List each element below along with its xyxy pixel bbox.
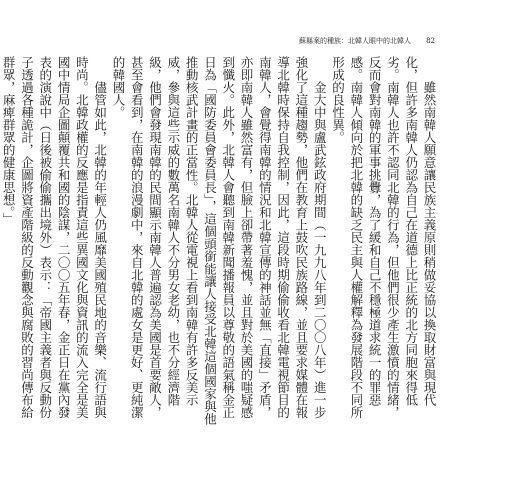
chapter-title: 蘇縣案的種族：北韓人眼中的北韓人: [299, 37, 411, 45]
body-text: [1, 56, 438, 426]
paragraph: 雖然南韓人願意讓民族主義原則稍做妥協以換取財富與現代化，但許多南韓人仍認為自己在道德上比正統的北方同胞來得低劣。南韓人也許不認同北韓的行為，但他們很少產生激憤的情緒，反而會對南韓的軍事挑釁，為了緩和自己不穩極道求統一的罪惡感。南韓人傾向於把北韓的缺乏民主與人權解釋為發展階段不同所形成的良性異。: [330, 56, 437, 419]
running-header: [255, 36, 435, 47]
page-number: 82: [426, 37, 435, 45]
paragraph: 金大中與盧武鉉政府期間（一九九八年到二〇〇八年）進一步強化了這種趨勢，他們在教育上鼓吹民族路線，並且要求媒體在報導北韓時保持自我控制，因此，這段時期偷偷收看北韓電視節目的南韓人，會覺得南韓的情況和北韓宣傳的神話並無「直接」矛盾，亦即南韓人雖然富有，但臉上卻帶著羞愧，並且對於美國的嗤疑感到懺火。此外，北韓人會聽到南韓新聞播報員以尊敬的語氣稱金正日為「國防委員會委員長」，這個頭銜能讓人接受北韓這個國家與他推動核武計畫的正當性。北韓人從電視上看到南韓有許多反美示威，參與這些示威的數萬名南韓人不分男女老幼，也不分經濟階級，他們會發現南韓的民間顯示南韓人普遍認為美國是首要敵人，甚至會看到，在南韓的浪漫劇中，來自北韓的處女是更好、更純潔的韓國人。: [110, 56, 328, 425]
paragraph: 儘管如此，北韓的年輕人仍風靡美國殖民地的音樂、流行語與時尚。北韓政權的反應是指責這些異國文化與資訊的流入完全是美國中情局企圖顛覆共和國的陰謀，二〇〇五年春，金正日在黨內發表的演說中（日後被偷偷攜出境外）表示：「帝國主義者與反動份子透過各種詭計，企圖將資產階級的反動觀念與腐敗的習尚傳布給群眾，麻痺群眾的健康思想。」: [1, 56, 108, 419]
